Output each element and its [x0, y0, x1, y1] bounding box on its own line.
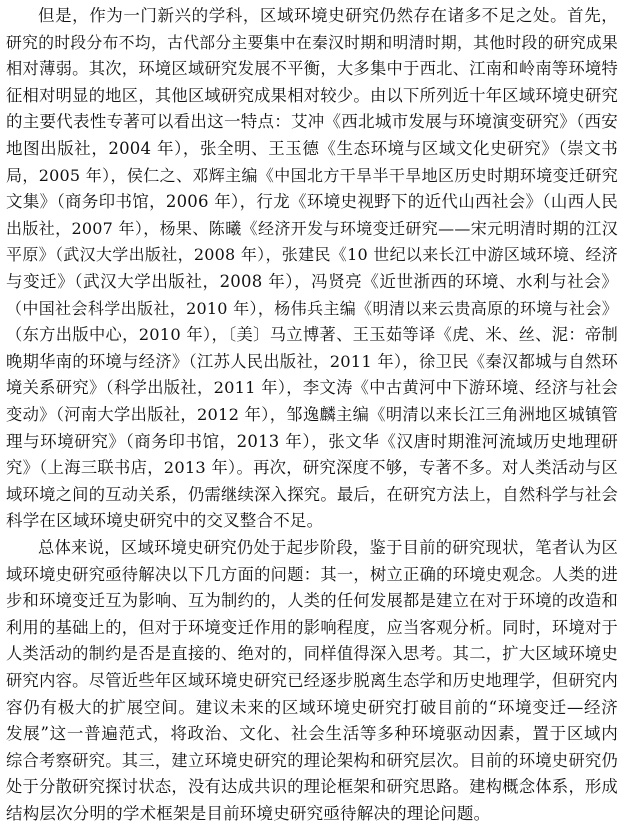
- text-line: 地图出版社，2004 年），张全明、王玉德《生态环境与区域文化史研究》（崇文书: [6, 139, 618, 158]
- text-line: 晚期华南的环境与经济》（江苏人民出版社，2011 年），徐卫民《秦汉都城与自然环: [6, 351, 618, 371]
- text-line: 科学在区域环境史研究中的交叉整合不足。: [6, 511, 324, 531]
- text-line: 平原》（武汉大学出版社，2008 年），张建民《10 世纪以来长江中游区域环境、经济: [6, 245, 618, 265]
- text-line: 总体来说，区域环境史研究仍处于起步阶段，鉴于目前的研究现状，笔者认为区: [38, 538, 618, 557]
- text-line: 征相对明显的地区，其他区域研究成果相对较少。由以下所列近十年区域环境史研究: [6, 85, 618, 105]
- text-line: 局，2005 年），侯仁之、邓辉主编《中国北方干旱半干旱地区历史时期环境变迁研究: [6, 165, 618, 185]
- text-line: 域环境之间的互动关系，仍需继续深入探究。最后，在研究方法上，自然科学与社会: [6, 484, 618, 504]
- text-line: 的主要代表性专著可以看出这一特点：艾冲《西北城市发展与环境演变研究》（西安: [6, 112, 618, 132]
- text-line: 综合考察研究。其三，建立环境史研究的理论架构和研究层次。目前的环境史研究仍: [6, 750, 618, 770]
- text-line: 相对薄弱。其次，环境区域研究发展不平衡，大多集中于西北、江南和岭南等环境特: [6, 59, 618, 79]
- text-line: 处于分散研究探讨状态，没有达成共识的理论框架和研究思路。建构概念体系，形成: [6, 777, 618, 797]
- text-line: 域环境史研究亟待解决以下几方面的问题：其一，树立正确的环境史观念。人类的进: [6, 564, 618, 584]
- text-line: 研究的时段分布不均，古代部分主要集中在秦汉时期和明清时期，其他时段的研究成果: [6, 32, 618, 52]
- text-line: 结构层次分明的学术框架是目前环境史研究亟待解决的理论问题。: [6, 804, 491, 823]
- text-line: 但是，作为一门新兴的学科，区域环境史研究仍然存在诸多不足之处。首先，: [38, 6, 618, 25]
- text-line: 利用的基础上的，但对于环境变迁作用的影响程度，应当客观分析。同时，环境对于: [6, 617, 618, 637]
- text-line: 容仍有极大的扩展空间。建议未来的区域环境史研究打破目前的“环境变迁—经济: [6, 697, 618, 717]
- text-line: （东方出版中心，2010 年），〔美〕马立博著、王玉茹等译《虎、米、丝、泥：帝制: [6, 325, 618, 345]
- text-line: 理与环境研究》（商务印书馆，2013 年），张文华《汉唐时期淮河流域历史地理研: [6, 431, 618, 451]
- text-line: 研究内容。尽管近些年区域环境史研究已经逐步脱离生态学和历史地理学，但研究内: [6, 671, 618, 690]
- text-line: （中国社会科学出版社，2010 年），杨伟兵主编《明清以来云贵高原的环境与社会》: [6, 298, 618, 318]
- text-line: 文集》（商务印书馆，2006 年），行龙《环境史视野下的近代山西社会》（山西人民: [6, 192, 618, 212]
- text-line: 变动》（河南大学出版社，2012 年），邹逸麟主编《明清以来长江三角洲地区城镇管: [6, 405, 618, 424]
- text-line: 人类活动的制约是否是直接的、绝对的，同样值得深入思考。其二，扩大区域环境史: [6, 644, 618, 664]
- text-line: 究》（上海三联书店，2013 年）。再次，研究深度不够，专著不多。对人类活动与区: [6, 458, 618, 478]
- text-line: 出版社，2007 年），杨果、陈曦《经济开发与环境变迁研究——宋元明清时期的江汉: [6, 218, 618, 238]
- text-line: 与变迁》（武汉大学出版社，2008 年），冯贤亮《近世浙西的环境、水利与社会》: [6, 272, 618, 291]
- text-line: 境关系研究》（科学出版社，2011 年），李文涛《中古黄河中下游环境、经济与社会: [6, 378, 618, 398]
- text-line: 步和环境变迁互为影响、互为制约的，人类的任何发展都是建立在对于环境的改造和: [6, 591, 618, 611]
- text-line: 发展”这一普遍范式，将政治、文化、社会生活等多种环境驱动因素，置于区域内: [6, 724, 618, 744]
